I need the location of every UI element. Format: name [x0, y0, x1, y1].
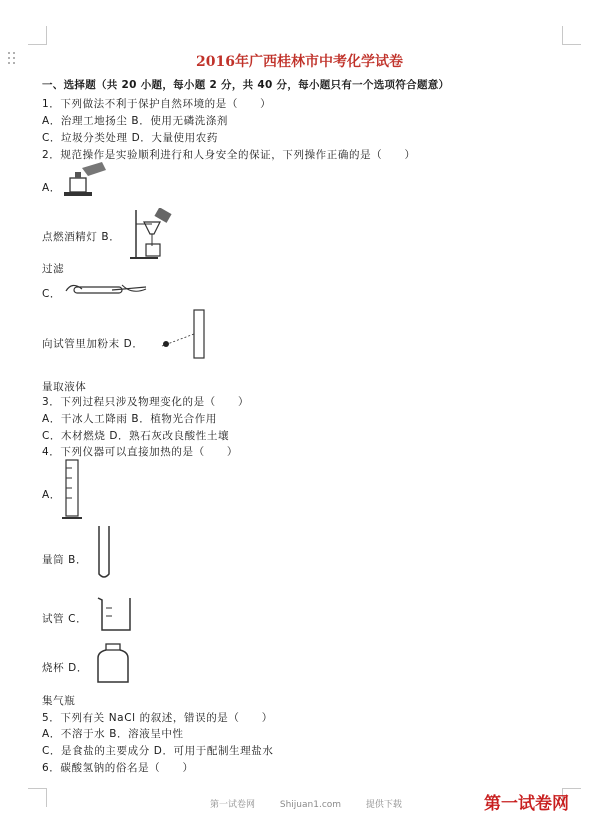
section-heading: 一、选择题（共 20 小题，每小题 2 分，共 40 分，每小题只有一个选项符合题意）	[42, 79, 450, 91]
footer-download-text: 提供下载	[365, 800, 402, 810]
question-4-stem: 4．下列仪器可以直接加热的是（ ）	[42, 446, 238, 458]
question-1-stem: 1．下列做法不利于保护自然环境的是（ ）	[42, 98, 272, 110]
question-1-options-cd: C．垃圾分类处理 D．大量使用农药	[42, 132, 218, 144]
beaker-image	[96, 594, 136, 634]
question-2-caption-c-and-label-d: 向试管里加粉末 D．	[42, 338, 144, 350]
question-2-caption-a-and-label-b: 点燃酒精灯 B．	[42, 231, 121, 243]
corner-mark	[562, 26, 581, 45]
question-5-stem: 5．下列有关 NaCl 的叙述，错误的是（ ）	[42, 712, 273, 724]
measuring-liquid-image	[160, 308, 210, 360]
question-3-options-cd: C．木材燃烧 D．熟石灰改良酸性土壤	[42, 430, 230, 442]
question-3-options-ab: A．干冰人工降雨 B．植物光合作用	[42, 413, 217, 425]
question-3-stem: 3．下列过程只涉及物理变化的是（ ）	[42, 396, 250, 408]
corner-mark	[28, 26, 47, 45]
footer-site-name: 第一试卷网	[210, 800, 256, 810]
brand-watermark: 第一试卷网	[484, 794, 569, 814]
question-4-caption-a-and-label-b: 量筒 B．	[42, 554, 88, 566]
question-2-caption-b: 过滤	[42, 263, 65, 275]
question-4-option-a-label: A．	[42, 489, 61, 501]
gas-collecting-bottle-image	[96, 642, 130, 686]
corner-mark	[28, 788, 47, 807]
question-2-caption-d: 量取液体	[42, 381, 87, 393]
question-2-option-c-label: C．	[42, 288, 62, 300]
question-1-options-ab: A．治理工地扬尘 B．使用无磷洗涤剂	[42, 115, 229, 127]
test-tube-image	[96, 524, 112, 582]
footer-site-url[interactable]: Shijuan1.com	[279, 800, 342, 810]
adding-powder-to-test-tube-image	[62, 275, 152, 305]
question-4-caption-b-and-label-c: 试管 C．	[42, 613, 88, 625]
question-2-stem: 2．规范操作是实验顺利进行和人身安全的保证，下列操作正确的是（ ）	[42, 149, 416, 161]
question-6-stem: 6．碳酸氢钠的俗名是（ ）	[42, 762, 194, 774]
question-4-caption-c-and-label-d: 烧杯 D．	[42, 662, 88, 674]
question-5-options-ab: A．不溶于水 B．溶液呈中性	[42, 728, 184, 740]
page-title: 2016年广西桂林市中考化学试卷	[196, 54, 403, 70]
question-2-option-a-label: A．	[42, 182, 61, 194]
question-4-caption-d: 集气瓶	[42, 695, 76, 707]
page-footer	[210, 797, 424, 810]
lighting-alcohol-lamp-image	[62, 160, 112, 200]
graduated-cylinder-image	[62, 458, 86, 522]
question-5-options-cd: C．是食盐的主要成分 D．可用于配制生理盐水	[42, 745, 274, 757]
filtration-image	[128, 208, 180, 260]
